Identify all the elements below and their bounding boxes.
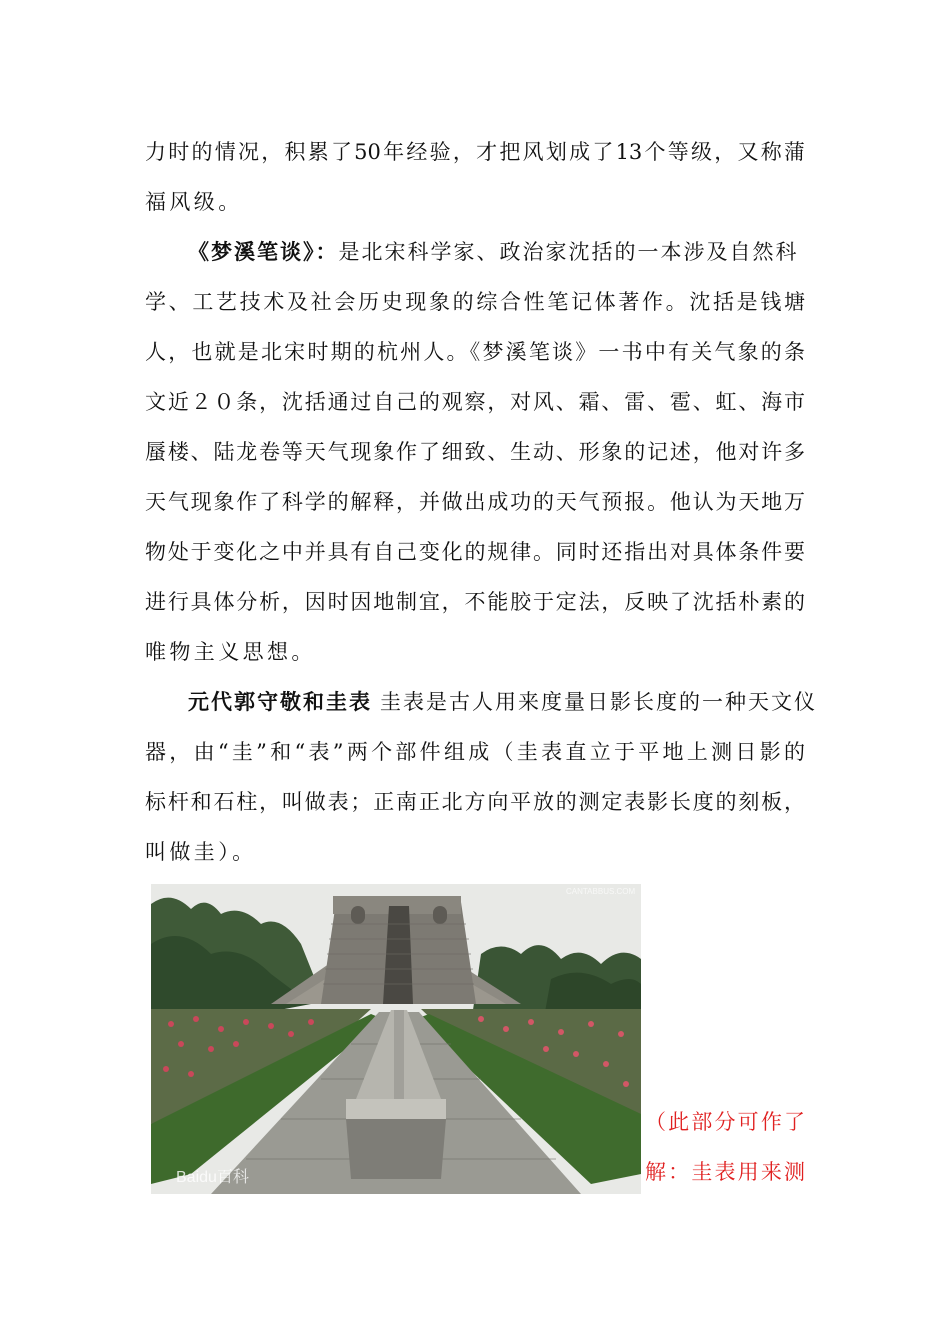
text-line xyxy=(188,677,817,727)
text-line: 物处于变化之中并具有自己变化的规律。同时还指出对具体条件要 xyxy=(145,540,805,564)
baidu-watermark: Baidu百科 xyxy=(176,1169,249,1186)
side-note-line: 解：圭表用来测 xyxy=(645,1160,805,1184)
text-line: 福风级。 xyxy=(145,190,243,214)
paragraph-heading: 《梦溪笔谈》： xyxy=(188,239,339,264)
text-line: 文近２０条，沈括通过自己的观察，对风、霜、雷、雹、虹、海市 xyxy=(145,390,805,414)
top-watermark: CANTABBUS.COM xyxy=(566,887,636,896)
text-line: 天气现象作了科学的解释，并做出成功的天气预报。他认为天地万 xyxy=(145,490,805,514)
text-line: 人，也就是北宋时期的杭州人。《梦溪笔谈》一书中有关气象的条 xyxy=(145,340,805,364)
text-line: 进行具体分析，因时因地制宜，不能胶于定法，反映了沈括朴素的 xyxy=(145,590,805,614)
text-line: 力时的情况，积累了50年经验，才把风划成了13个等级，又称蒲 xyxy=(145,140,805,164)
text-span: 圭表是古人用来度量日影长度的一种天文仪 xyxy=(380,690,817,714)
text-line: 蜃楼、陆龙卷等天气现象作了细致、生动、形象的记述，他对许多 xyxy=(145,440,805,464)
side-note-line: （此部分可作了 xyxy=(645,1110,805,1134)
text-line: 叫做圭）。 xyxy=(145,840,257,864)
text-line: 唯物主义思想。 xyxy=(145,640,316,664)
text-line: 标杆和石柱，叫做表；正南正北方向平放的测定表影长度的刻板， xyxy=(145,790,805,814)
paragraph-heading: 元代郭守敬和圭表 xyxy=(188,689,372,714)
text-span: 是北宋科学家、政治家沈括的一本涉及自然科 xyxy=(338,240,799,264)
text-line xyxy=(188,227,805,277)
text-line: 学、工艺技术及社会历史现象的综合性笔记体著作。沈括是钱塘 xyxy=(145,290,805,314)
text-line: 器，由“圭”和“表”两个部件组成（圭表直立于平地上测日影的 xyxy=(145,740,805,764)
observatory-photo xyxy=(151,884,641,1194)
